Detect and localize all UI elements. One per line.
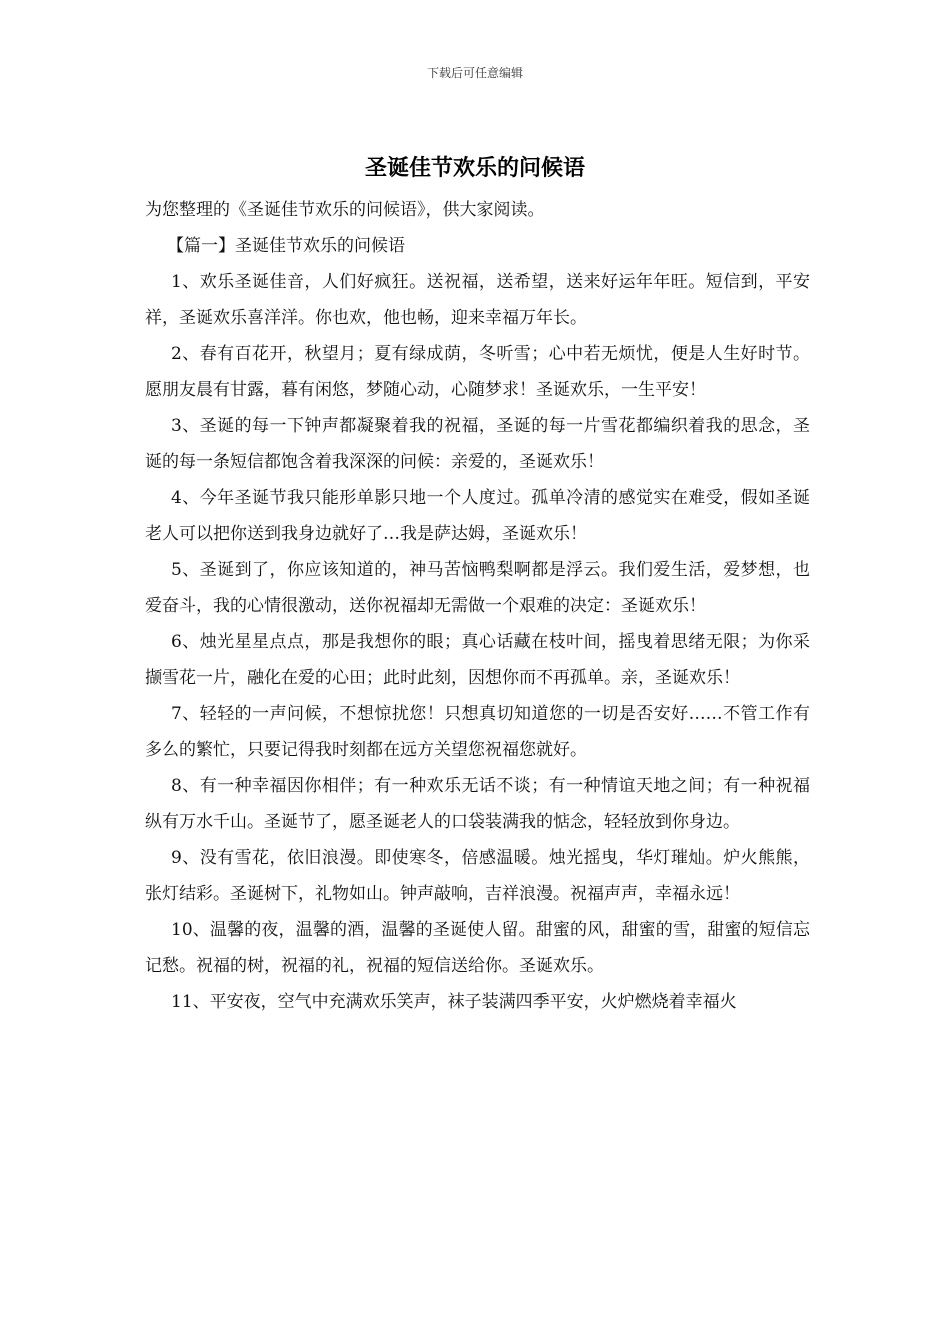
list-item: 4、今年圣诞节我只能形单影只地一个人度过。孤单冷清的感觉实在难受，假如圣诞老人可以把你送到我身边就好了…我是萨达姆，圣诞欢乐！: [145, 488, 810, 544]
intro-paragraph: 为您整理的《圣诞佳节欢乐的问候语》，供大家阅读。: [145, 200, 545, 220]
list-item: 2、春有百花开，秋望月；夏有绿成荫，冬听雪；心中若无烦忧，便是人生好时节。愿朋友晨有甘露，暮有闲悠，梦随心动，心随梦求！圣诞欢乐，一生平安！: [145, 344, 810, 400]
list-item: 6、烛光星星点点，那是我想你的眼；真心话藏在枝叶间，摇曳着思绪无限；为你采撷雪花一片，融化在爱的心田；此时此刻，因想你而不再孤单。亲，圣诞欢乐！: [145, 632, 810, 688]
page-title: 圣诞佳节欢乐的问候语: [364, 155, 585, 181]
list-item: 5、圣诞到了，你应该知道的，神马苦恼鸭梨啊都是浮云。我们爱生活，爱梦想，也爱奋斗，我的心情很激动，送你祝福却无需做一个艰难的决定：圣诞欢乐！: [145, 560, 810, 616]
list-item: 8、有一种幸福因你相伴；有一种欢乐无话不谈；有一种情谊天地之间；有一种祝福纵有万水千山。圣诞节了，愿圣诞老人的口袋装满我的惦念，轻轻放到你身边。: [145, 776, 810, 832]
list-item: 1、欢乐圣诞佳音，人们好疯狂。送祝福，送希望，送来好运年年旺。短信到，平安祥，圣诞欢乐喜洋洋。你也欢，他也畅，迎来幸福万年长。: [145, 272, 810, 328]
list-item: 9、没有雪花，依旧浪漫。即使寒冬，倍感温暖。烛光摇曳，华灯璀灿。炉火熊熊，张灯结彩。圣诞树下，礼物如山。钟声敲响，吉祥浪漫。祝福声声，幸福永远！: [145, 848, 810, 904]
list-item: 10、温馨的夜，温馨的酒，温馨的圣诞使人留。甜蜜的风，甜蜜的雪，甜蜜的短信忘记愁。祝福的树，祝福的礼，祝福的短信送给你。圣诞欢乐。: [145, 920, 810, 976]
list-item: 11、平安夜，空气中充满欢乐笑声，袜子装满四季平安，火炉燃烧着幸福火: [171, 992, 737, 1012]
header-note: 下载后可任意编辑: [426, 66, 523, 80]
section-heading: 【篇一】圣诞佳节欢乐的问候语: [167, 236, 405, 256]
document-body: [145, 192, 810, 1020]
list-item: 3、圣诞的每一下钟声都凝聚着我的祝福，圣诞的每一片雪花都编织着我的思念，圣诞的每一条短信都饱含着我深深的问候：亲爱的，圣诞欢乐！: [145, 416, 810, 472]
list-item: 7、轻轻的一声问候，不想惊扰您！只想真切知道您的一切是否安好……不管工作有多么的繁忙，只要记得我时刻都在远方关望您祝福您就好。: [145, 704, 810, 760]
